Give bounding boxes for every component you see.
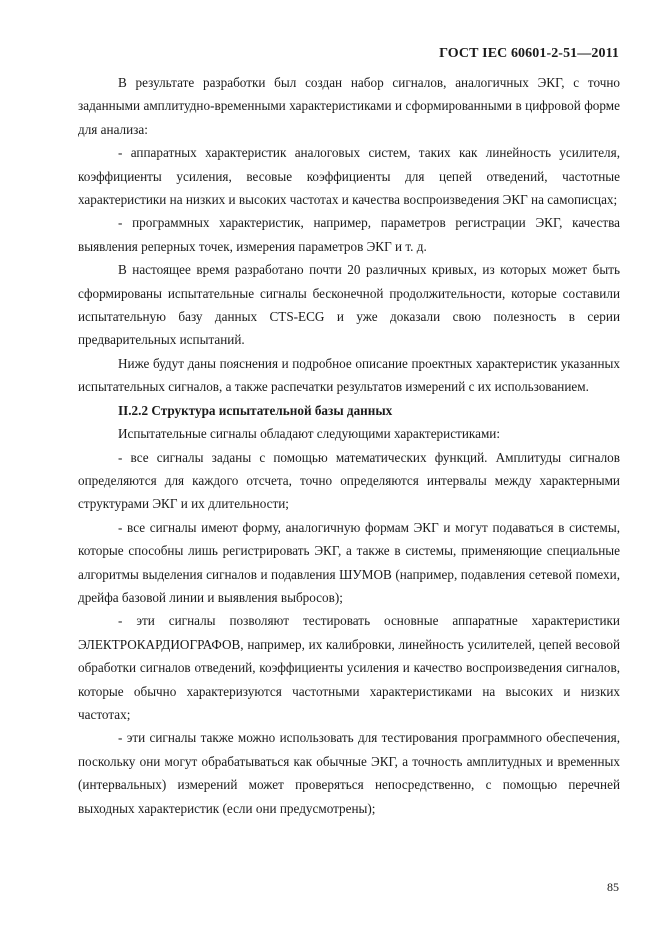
page-number: 85	[607, 880, 619, 894]
section-heading: II.2.2 Структура испытательной базы данных	[118, 402, 393, 418]
paragraph-curves-developed: В настоящее время разработано почти 20 различных кривых, из которых может быть сформированы испытательные сигналы бесконечной продолжительности, которые составили испытательную базу данных CTS-ECG и уже доказали свою полезность в серии предварительных испытаний.	[78, 262, 620, 348]
list-item-ecg-shape: - все сигналы имеют форму, аналогичную формам ЭКГ и могут подаваться в системы, которые способны лишь регистрировать ЭКГ, а также в системы, применяющие специальные алгоритмы выделения сигналов и подавления ШУМОВ (например, подавления сетевой помехи, дрейфа базовой линии и выявления выбросов);	[78, 519, 620, 605]
document-body	[78, 71, 620, 820]
paragraph-intro: В результате разработки был создан набор сигналов, аналогичных ЭКГ, с точно заданными амплитудно-временными характеристиками и сформированными в цифровой форме для анализа:	[78, 75, 620, 137]
list-item-math-functions: - все сигналы заданы с помощью математических функций. Амплитуды сигналов определяются для каждого отсчета, точно определяются интервалы между характерными структурами ЭКГ и их длительности;	[78, 449, 620, 512]
list-item-hardware-testing: - эти сигналы позволяют тестировать основные аппаратные характеристики ЭЛЕКТРОКАРДИОГРАФОВ, например, их калибровки, линейность усилителей, цепей весовой обработки сигналов отведений, коэффициенты усиления и качество воспроизведения сигналов, которые обычно характеризуются частотными характеристиками на высоких и низких частотах;	[78, 613, 620, 722]
list-item-software-characteristics: - программных характеристик, например, параметров регистрации ЭКГ, качества выявления реперных точек, измерения параметров ЭКГ и т. д.	[78, 215, 620, 254]
paragraph-signal-characteristics: Испытательные сигналы обладают следующими характеристиками:	[118, 426, 501, 442]
list-item-software-testing: - эти сигналы также можно использовать для тестирования программного обеспечения, поскольку они могут обрабатываться как обычные ЭКГ, а точность амплитудных и временных (интервальных) измерений может проверяться непосредственно, с помощью перечней выходных характеристик (если они предусмотрены);	[78, 730, 620, 816]
paragraph-explanations: Ниже будут даны пояснения и подробное описание проектных характеристик указанных испытательных сигналов, а также распечатки результатов измерений с их использованием.	[78, 355, 620, 395]
list-item-hardware-characteristics: - аппаратных характеристик аналоговых систем, таких как линейность усилителя, коэффициенты усиления, весовые коэффициенты для цепей отведений, частотные характеристики на низких и высоких частотах и качества воспроизведения ЭКГ на самописцах;	[78, 145, 620, 208]
standard-code-header: ГОСТ IEC 60601-2-51—2011	[439, 46, 619, 61]
